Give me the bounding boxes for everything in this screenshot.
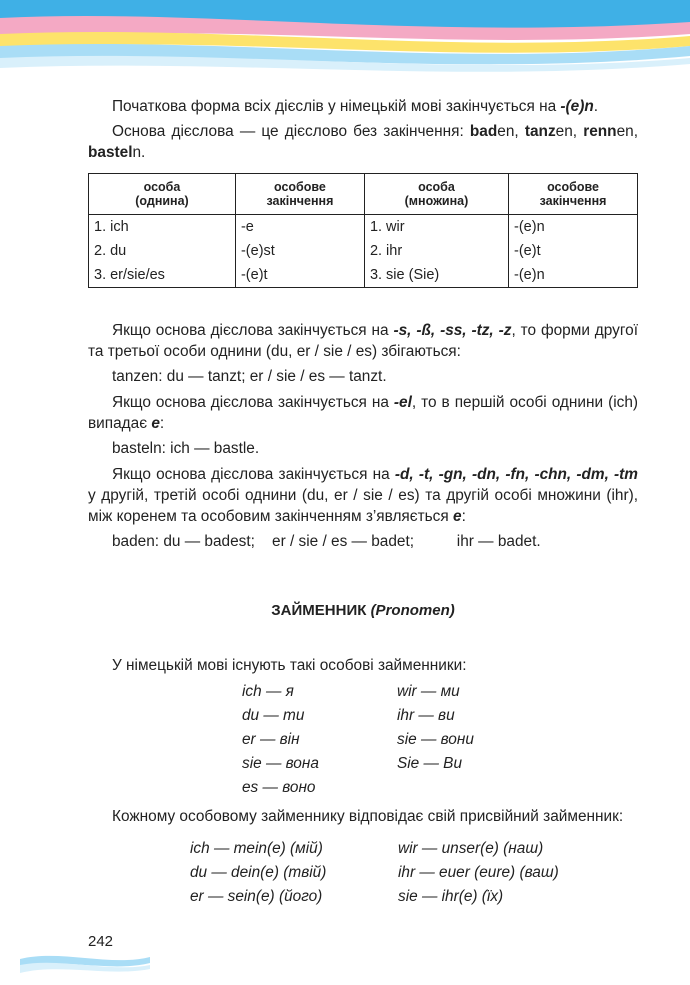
table-header: особа (множина): [364, 174, 508, 215]
table-cell: -(e)st: [235, 239, 364, 263]
list-item: ich — mein(e) (мій): [190, 840, 323, 857]
table-row: [89, 215, 638, 240]
table-row: [89, 239, 638, 263]
table-header: особове закінчення: [509, 174, 638, 215]
table-header: особове закінчення: [235, 174, 364, 215]
rule-1-example: tanzen: du — tanzt; er / sie / es — tanzt.: [112, 368, 387, 385]
list-item: du — ти: [242, 707, 305, 724]
list-item: ihr — ви: [397, 707, 455, 724]
table-cell: 2. du: [89, 239, 236, 263]
list-item: ich — я: [242, 683, 294, 700]
table-cell: -(e)t: [235, 263, 364, 288]
list-item: ihr — euer (eure) (ваш): [398, 864, 559, 881]
rule-2-example: basteln: ich — bastle.: [112, 440, 260, 457]
table-cell: 3. er/sie/es: [89, 263, 236, 288]
list-item: Sie — Ви: [397, 755, 463, 772]
header-wave-decoration: [0, 0, 690, 80]
list-item: sie — вони: [397, 731, 474, 748]
personal-pronoun-list: [242, 680, 638, 800]
table-cell: -(e)t: [509, 239, 638, 263]
list-item: sie — вона: [242, 755, 319, 772]
possessive-pronoun-list: [190, 837, 638, 909]
possessive-intro: Кожному особовому займеннику відповідає свій присвійний займенник:: [112, 808, 624, 825]
section-title: ЗАЙМЕННИК (Pronomen): [271, 602, 455, 619]
intro-line2: Основа дієслова — це дієслово без закінчення: baden, tanzen, rennen, basteln.: [88, 123, 638, 161]
footer-wave-decoration: [20, 945, 150, 975]
table-cell: 3. sie (Sie): [364, 263, 508, 288]
table-header: особа (однина): [89, 174, 236, 215]
table-cell: -e: [235, 215, 364, 240]
page-content: [88, 96, 638, 909]
table-cell: 1. ich: [89, 215, 236, 240]
page-number: 242: [88, 933, 114, 950]
table-row: [89, 263, 638, 288]
table-header-row: [89, 174, 638, 215]
list-item: [397, 776, 597, 800]
table-cell: 1. wir: [364, 215, 508, 240]
list-item: wir — unser(e) (наш): [398, 840, 544, 857]
list-item: er — він: [242, 731, 300, 748]
list-item: du — dein(e) (твій): [190, 864, 327, 881]
rule-3: Якщо основа дієслова закінчується на -d, -t, -gn, -dn, -fn, -chn, -dm, -tm у другій, третій особі однини (du, er / sie / es) та другій особі множини (ihr), між коренем та особовим закінченням з’являється e:: [88, 466, 638, 525]
rule-1: Якщо основа дієслова закінчується на -s, -ß, -ss, -tz, -z, то форми другої та третьої особи однини (du, er / sie / es) збігаються:: [88, 322, 638, 360]
list-item: wir — ми: [397, 683, 460, 700]
intro-line1: Початкова форма всіх дієслів у німецькій мові закінчується на -(e)n.: [112, 98, 599, 115]
pronoun-intro: У німецькій мові існують такі особові займенники:: [112, 657, 467, 674]
conjugation-table: [88, 173, 638, 288]
list-item: es — воно: [242, 779, 316, 796]
rule-2: Якщо основа дієслова закінчується на -el, то в першій особі однини (ich) випадає e:: [88, 394, 639, 432]
table-cell: -(e)n: [509, 263, 638, 288]
list-item: sie — ihr(e) (їх): [398, 888, 504, 905]
table-cell: 2. ihr: [364, 239, 508, 263]
rule-3-example: baden: du — badest; er / sie / es — badet; ihr — badet.: [112, 533, 541, 550]
table-cell: -(e)n: [509, 215, 638, 240]
list-item: er — sein(e) (його): [190, 888, 323, 905]
